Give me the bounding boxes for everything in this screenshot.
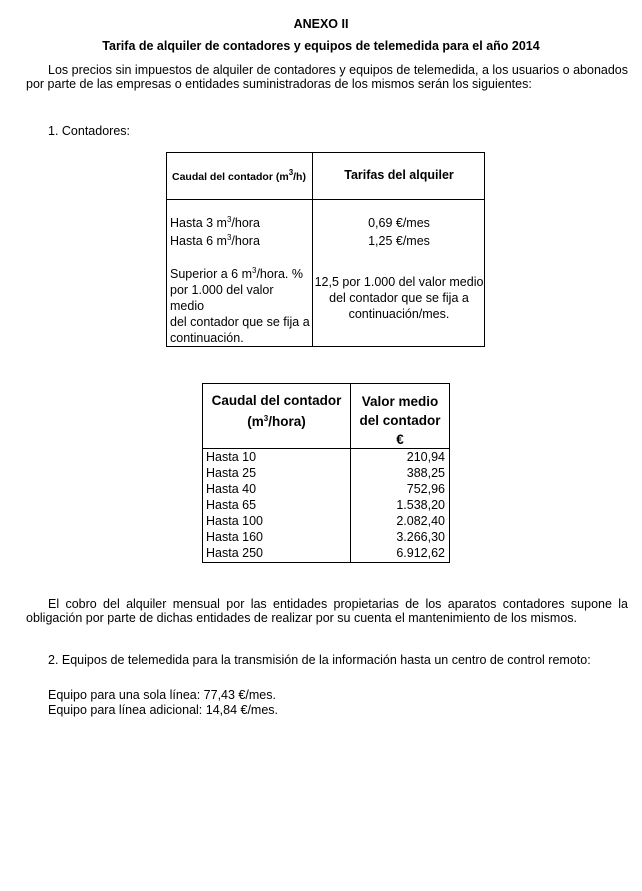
header-caudal-line: Caudal del contador [211, 393, 342, 408]
table-row-caudal [170, 233, 310, 249]
header-caudal [203, 390, 350, 432]
meter-value-table [202, 383, 450, 563]
table-row [203, 465, 449, 481]
header-tarifas: Tarifas del alquiler [344, 168, 454, 182]
header-caudal-unit: /hora) [268, 414, 306, 429]
row3-text: Superior a 6 m [170, 267, 252, 281]
equipo-line: Equipo para línea adicional: 14,84 €/mes. [48, 703, 279, 717]
superscript: 3 [288, 168, 294, 177]
superscript: 3 [226, 215, 232, 224]
valor-cell: 6.912,62 [396, 546, 445, 560]
valor-cell: 388,25 [406, 466, 445, 480]
table-row [203, 481, 449, 497]
valor-cell: 2.082,40 [396, 514, 445, 528]
table-body [203, 449, 449, 561]
header-caudal-unit: /h) [293, 171, 306, 183]
caudal-cell: Hasta 40 [206, 482, 257, 496]
table-row [203, 529, 449, 545]
table-row-tarifa [313, 274, 485, 322]
table-row-tarifa: 0,69 €/mes [368, 216, 430, 230]
row2-unit: /hora [231, 234, 260, 248]
valor-cell: 3.266,30 [396, 530, 445, 544]
table-row-caudal [170, 215, 310, 231]
valor-cell: 210,94 [406, 450, 445, 464]
table-row [203, 545, 449, 561]
row2-text: Hasta 6 m [170, 234, 227, 248]
header-caudal-line [203, 411, 350, 432]
rental-rates-table [166, 152, 485, 347]
caudal-cell: Hasta 10 [206, 450, 257, 464]
row1-unit: /hora [231, 216, 260, 230]
equipo-line: Equipo para una sola línea: 77,43 €/mes. [48, 688, 276, 702]
table-row [203, 449, 449, 465]
table-row [203, 497, 449, 513]
caudal-cell: Hasta 65 [206, 498, 257, 512]
row3-value-line: continuación/mes. [348, 307, 450, 321]
table-row-tarifa: 1,25 €/mes [368, 234, 430, 248]
valor-cell: 752,96 [406, 482, 445, 496]
header-caudal-text: Caudal del contador (m [172, 171, 289, 183]
caudal-cell: Hasta 250 [206, 546, 263, 560]
table-row-caudal [170, 266, 310, 346]
row3-value-line: del contador que se fija a [329, 291, 469, 305]
superscript: 3 [251, 266, 257, 275]
caudal-cell: Hasta 25 [206, 466, 257, 480]
document-subtitle: Tarifa de alquiler de contadores y equipos de telemedida para el año 2014 [102, 39, 540, 53]
table-divider [167, 199, 484, 200]
header-valor [351, 392, 449, 449]
annex-title: ANEXO II [293, 17, 349, 31]
row1-text: Hasta 3 m [170, 216, 227, 230]
table-row [203, 513, 449, 529]
header-valor-line: € [396, 432, 404, 447]
row3-line: por 1.000 del valor medio [170, 283, 274, 313]
header-valor-line: Valor medio [361, 394, 439, 409]
intro-paragraph: Los precios sin impuestos de alquiler de contadores y equipos de telemedida, a los usuarios o abonados por parte de las empresas o entidades suministradoras de los mismos serán los siguientes: [26, 63, 628, 91]
row3-line: continuación. [170, 331, 244, 345]
row3-unit: /hora. % [256, 267, 303, 281]
header-caudal-text: (m [247, 414, 264, 429]
cobro-paragraph: El cobro del alquiler mensual por las entidades propietarias de los aparatos contadores supone la obligación por parte de dichas entidades de realizar por su cuenta el mantenimiento de los mismos. [26, 597, 628, 625]
header-caudal [172, 168, 306, 183]
section-1-heading: 1. Contadores: [48, 124, 130, 138]
caudal-cell: Hasta 100 [206, 514, 263, 528]
valor-cell: 1.538,20 [396, 498, 445, 512]
row3-line [170, 266, 310, 282]
header-valor-line: del contador [359, 413, 441, 428]
row3-value-line: 12,5 por 1.000 del valor medio [314, 275, 484, 289]
row3-line: del contador que se fija a [170, 315, 310, 329]
section-2-heading: 2. Equipos de telemedida para la transmisión de la información hasta un centro de control remoto: [48, 653, 591, 667]
superscript: 3 [226, 233, 232, 242]
superscript: 3 [263, 414, 269, 423]
caudal-cell: Hasta 160 [206, 530, 263, 544]
